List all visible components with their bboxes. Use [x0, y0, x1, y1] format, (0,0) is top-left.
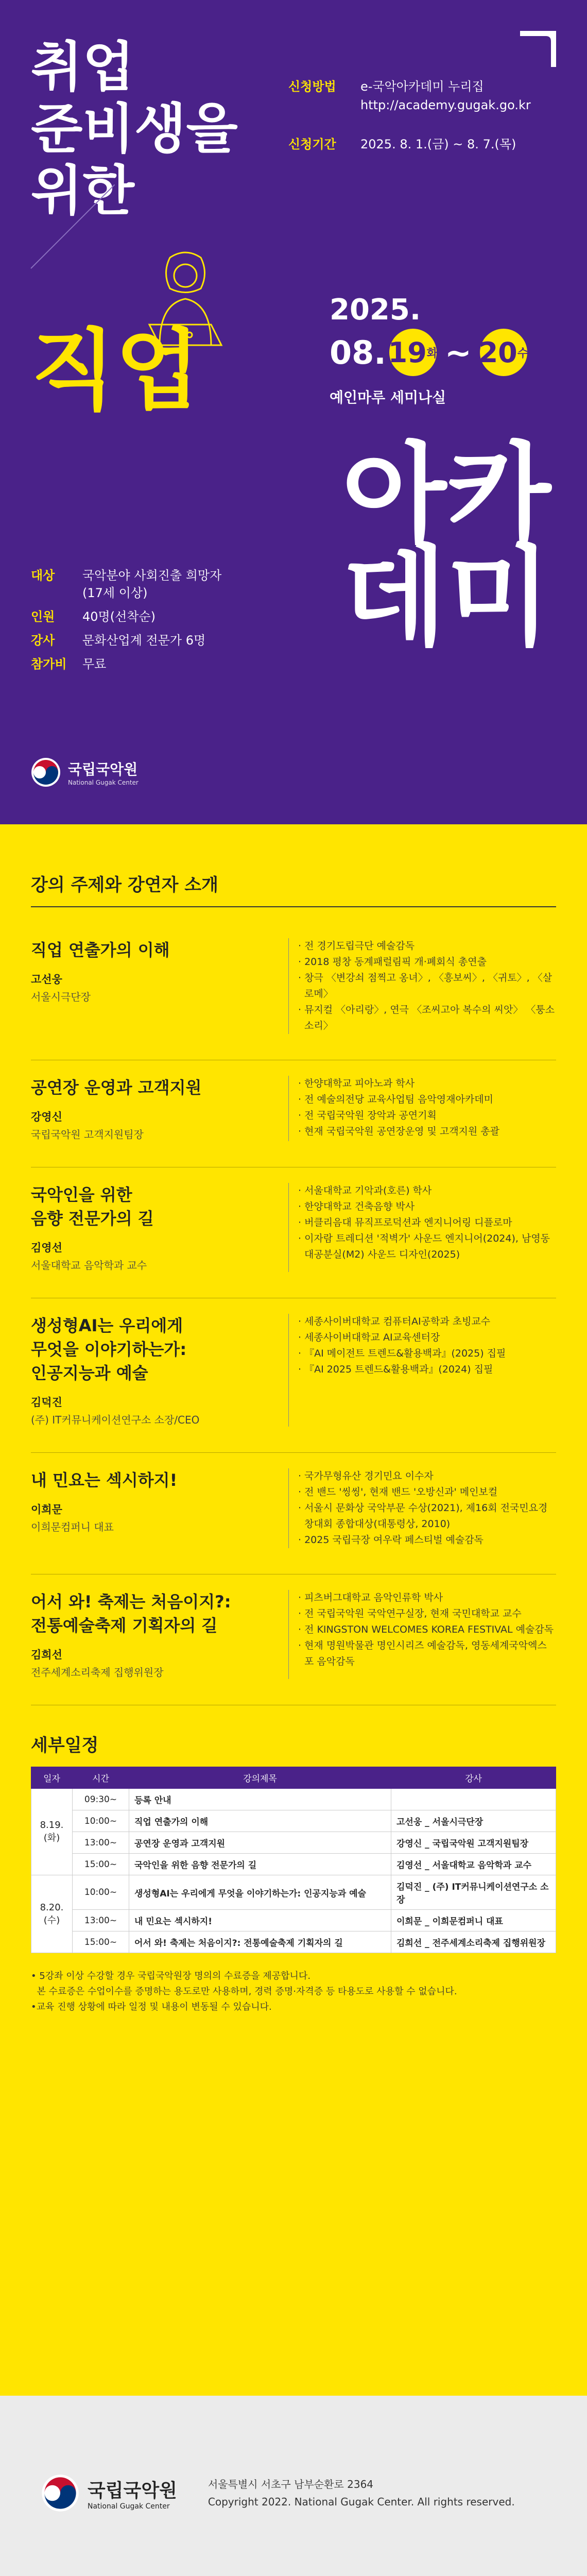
schedule-time: 15:00~ [73, 1854, 129, 1875]
schedule-header-time: 시간 [73, 1767, 129, 1789]
schedule-lecture: 등록 안내 [129, 1789, 391, 1810]
lecture-info [31, 1314, 268, 1427]
lecture-bio-item: · 이자람 트레디션 '적벽가' 사운드 엔지니어(2024), 남영동 대공분실(M2) 사운드 디자인(2025) [298, 1233, 550, 1260]
lecture-speaker-position: 전주세계소리축제 집행위원장 [31, 1666, 164, 1679]
schedule-time: 10:00~ [73, 1875, 129, 1910]
lecture-bio [288, 1183, 556, 1272]
application-period-label: 신청기간 [288, 137, 336, 151]
lecture-title: 직업 연출가의 이해 [31, 940, 170, 960]
lecture-bio-item: · 현재 국립국악원 공연장운영 및 고객지원 총괄 [298, 1126, 500, 1137]
event-year: 2025. [330, 293, 421, 327]
schedule-time: 15:00~ [73, 1931, 129, 1953]
lecture-bio-item: · 버클리음대 뮤직프로덕션과 엔지니어링 디플로마 [298, 1217, 512, 1228]
lecture-item [31, 923, 556, 1060]
lecture-bio-item: · 창극 〈변강쇠 점찍고 옹녀〉, 〈흥보씨〉, 〈귀토〉, 〈살로메〉 [298, 972, 553, 999]
hero-highlight: 직업 [31, 320, 200, 422]
schedule-lecture: 어서 와! 축제는 처음이지?: 전통예술축제 기획자의 길 [129, 1931, 391, 1953]
day-2-dow: 수 [517, 347, 529, 360]
hero-title-line-2: 준비생을 [31, 97, 238, 160]
lecture-bio-item: · 한양대학교 건축음향 박사 [298, 1201, 415, 1212]
lecture-item [31, 1574, 556, 1705]
lecture-list [31, 923, 556, 1705]
lecture-bio [288, 1468, 556, 1548]
schedule-speaker: 김영선 _ 서울대학교 음악학과 교수 [391, 1854, 556, 1875]
note-2: 본 수료증은 수업이수를 증명하는 용도로만 사용하며, 경력 증명·자격증 등 타용도로 사용할 수 없습니다. [31, 1986, 457, 1997]
schedule-speaker [391, 1789, 556, 1810]
lecture-item [31, 1060, 556, 1167]
lecture-bio-item: · 국가무형유산 경기민요 이수자 [298, 1470, 434, 1482]
lecture-bio-item: · 전 KINGSTON WELCOMES KOREA FESTIVAL 예술감독 [298, 1624, 554, 1635]
lecture-speaker-name: 김덕진 [31, 1396, 62, 1409]
schedule-row [31, 1789, 556, 1810]
schedule-speaker: 강영신 _ 국립국악원 고객지원팀장 [391, 1832, 556, 1854]
footer-logo [41, 2474, 177, 2512]
schedule-table [31, 1767, 556, 1953]
schedule-time: 13:00~ [73, 1910, 129, 1931]
lecture-bio [288, 1590, 556, 1679]
event-date [330, 294, 530, 407]
footer-address-block [208, 2476, 515, 2511]
event-venue: 예인마루 세미나실 [330, 389, 446, 406]
day-1-badge [389, 329, 437, 376]
lecture-bio-item: · 전 예술의전당 교육사업팀 음악영재아카데미 [298, 1094, 493, 1105]
lecture-speaker-name: 고선웅 [31, 973, 62, 986]
lecture-bio [288, 1314, 556, 1427]
lecture-item [31, 1298, 556, 1453]
lecture-speaker-position: 서울시극단장 [31, 991, 91, 1003]
lecture-bio-item: · 세종사이버대학교 AI교육센터장 [298, 1332, 440, 1343]
schedule-row [31, 1910, 556, 1931]
logo [31, 757, 139, 787]
info-target [31, 567, 221, 602]
schedule-lecture: 생성형AI는 우리에게 무엇을 이야기하는가: 인공지능과 예술 [129, 1875, 391, 1910]
application-period-value: 2025. 8. 1.(금) ~ 8. 7.(목) [360, 137, 516, 151]
schedule-row [31, 1875, 556, 1910]
lecture-item [31, 1167, 556, 1298]
lecture-bio-item: · 전 밴드 '씽씽', 현재 밴드 '오방신과' 메인보컬 [298, 1486, 498, 1498]
hero-title-line-1: 취업 [31, 36, 134, 98]
schedule-lecture: 국악인을 위한 음향 전문가의 길 [129, 1854, 391, 1875]
lecture-speaker-position: 이희문컴퍼니 대표 [31, 1521, 114, 1533]
footer-address: 서울특별시 서초구 남부순환로 2364 [208, 2478, 374, 2490]
schedule-header-lecture: 강의제목 [129, 1767, 391, 1789]
lecture-bio-item: · 2018 평창 동계패럴림픽 개·폐회식 총연출 [298, 956, 487, 968]
schedule-speaker: 김희선 _ 전주세계소리축제 집행위원장 [391, 1931, 556, 1953]
schedule-speaker: 이희문 _ 이희문컴퍼니 대표 [391, 1910, 556, 1931]
footer [0, 2396, 587, 2576]
lecture-bio-item: · 서울시 문화상 국악부문 수상(2021), 제16회 전국민요경창대회 종합대상(대통령상, 2010) [298, 1502, 548, 1530]
lecture-title: 공연장 운영과 고객지원 [31, 1078, 202, 1097]
schedule-time: 09:30~ [73, 1789, 129, 1810]
lecture-bio-item: · 뮤지컬 〈아리랑〉, 연극 〈조씨고아 복수의 씨앗〉 〈퉁소 소리〉 [298, 1004, 555, 1031]
info-target-label: 대상 [31, 568, 55, 583]
lecture-item [31, 1453, 556, 1574]
info-instructors-value: 문화산업계 전문가 6명 [82, 633, 206, 648]
schedule-lecture: 내 민요는 섹시하지! [129, 1910, 391, 1931]
lecture-bio-item: · 현재 명원박물관 명인시리즈 예술감독, 영동세계국악엑스포 음악감독 [298, 1640, 547, 1667]
application-info [288, 77, 531, 174]
lecture-info [31, 1076, 268, 1141]
lectures-section [0, 824, 587, 2396]
schedule-row [31, 1832, 556, 1854]
section-rule [31, 906, 556, 907]
application-method-label: 신청방법 [288, 79, 336, 94]
info-fee-value: 무료 [82, 657, 107, 671]
schedule-header-day: 일자 [31, 1767, 73, 1789]
lecture-title: 국악인을 위한 음향 전문가의 길 [31, 1185, 154, 1228]
application-method-value[interactable]: e-국악아카데미 누리집 http://academy.gugak.go.kr [360, 79, 531, 112]
schedule-day: 8.19. (화) [31, 1789, 73, 1875]
note-1: • 5강좌 이상 수강할 경우 국립국악원장 명의의 수료증을 제공합니다. [31, 1971, 311, 1981]
lecture-bio-item: · 전 국립국악원 장악과 공연기획 [298, 1110, 437, 1121]
hero-section [0, 0, 587, 824]
hero-title-line-3: 위한 [31, 159, 134, 222]
event-month: 08. [330, 333, 386, 371]
lecture-bio-item: · 『AI 메이전트 트렌드&활용백과』(2025) 집필 [298, 1348, 506, 1359]
lecture-speaker-name: 강영신 [31, 1111, 62, 1123]
schedule-time: 13:00~ [73, 1832, 129, 1854]
info-capacity-value: 40명(선착순) [82, 609, 156, 624]
application-period [288, 135, 531, 154]
schedule-header-row [31, 1767, 556, 1789]
footer-logo-korean: 국립국악원 [88, 2480, 177, 2501]
lecture-title: 내 민요는 섹시하지! [31, 1470, 178, 1490]
event-days [330, 329, 530, 376]
lecture-bio-item: · 한양대학교 피아노과 학사 [298, 1078, 415, 1089]
schedule-speaker: 김덕진 _ (주) IT커뮤니케이션연구소 소장 [391, 1875, 556, 1910]
lecture-speaker-name: 이희문 [31, 1503, 62, 1516]
taegeuk-logo-icon [41, 2474, 79, 2512]
schedule-time: 10:00~ [73, 1810, 129, 1832]
footer-logo-english: National Gugak Center [88, 2502, 170, 2511]
schedule-notes [31, 1969, 556, 2015]
lecture-speaker-name: 김영선 [31, 1242, 62, 1254]
lecture-speaker-name: 김희선 [31, 1649, 62, 1661]
lectures-title: 강의 주제와 강연자 소개 [31, 875, 218, 895]
program-info [31, 567, 221, 679]
academy-word [342, 431, 551, 660]
lecture-info [31, 1590, 268, 1679]
lecture-speaker-position: (주) IT커뮤니케이션연구소 소장/CEO [31, 1414, 200, 1426]
lecture-bio-item: · 서울대학교 기악과(호른) 학사 [298, 1185, 432, 1196]
schedule-title: 세부일정 [31, 1735, 99, 1756]
academy-line-2: 데미 [342, 534, 551, 660]
info-capacity [31, 608, 221, 625]
application-method [288, 77, 531, 114]
day-2: 20 [478, 336, 517, 369]
footer-copyright: Copyright 2022. National Gugak Center. All rights reserved. [208, 2496, 515, 2508]
info-instructors [31, 632, 221, 649]
lecture-bio-item: · 전 경기도립극단 예술감독 [298, 940, 415, 952]
lecture-title: 생성형AI는 우리에게 무엇을 이야기하는가: 인공지능과 예술 [31, 1316, 187, 1383]
day-1: 19 [388, 336, 427, 369]
lecture-bio-item: · 2025 국립극장 여우락 페스티벌 예술감독 [298, 1534, 484, 1546]
day-1-dow: 화 [426, 347, 438, 360]
schedule-row [31, 1854, 556, 1875]
lecture-info [31, 1468, 268, 1548]
schedule-header-speaker: 강사 [391, 1767, 556, 1789]
lecture-info [31, 938, 268, 1034]
lecture-bio-item: · 『AI 2025 트렌드&활용백과』(2024) 집필 [298, 1364, 493, 1375]
lecture-bio [288, 1076, 556, 1141]
schedule-lecture: 공연장 운영과 고객지원 [129, 1832, 391, 1854]
lecture-speaker-position: 국립국악원 고객지원팀장 [31, 1128, 144, 1141]
lecture-bio-item: · 피츠버그대학교 음악인류학 박사 [298, 1592, 443, 1603]
lecture-info [31, 1183, 268, 1272]
lecture-speaker-position: 서울대학교 음악학과 교수 [31, 1259, 147, 1272]
schedule-speaker: 고선웅 _ 서울시극단장 [391, 1810, 556, 1832]
date-range-tilde: ~ [444, 333, 472, 371]
taegeuk-logo-icon [31, 757, 61, 787]
day-2-badge [480, 329, 527, 376]
schedule-row [31, 1931, 556, 1953]
note-3: •교육 진행 상황에 따라 일정 및 내용이 변동될 수 있습니다. [31, 2002, 272, 2012]
info-target-value: 국악분야 사회진출 희망자 (17세 이상) [82, 568, 222, 600]
logo-korean: 국립국악원 [68, 761, 138, 778]
schedule-body [31, 1789, 556, 1953]
logo-english: National Gugak Center [68, 779, 139, 786]
corner-arrow-icon [520, 31, 556, 67]
lecture-bio-item: · 세종사이버대학교 컴퓨터AI공학과 초빙교수 [298, 1316, 491, 1327]
schedule-row [31, 1810, 556, 1832]
lecture-bio [288, 938, 556, 1034]
academy-line-1: 아카 [342, 431, 551, 557]
schedule-lecture: 직업 연출가의 이해 [129, 1810, 391, 1832]
hero-title [31, 36, 238, 222]
lecture-bio-item: · 전 국립국악원 국악연구실장, 현재 국민대학교 교수 [298, 1608, 522, 1619]
lecture-title: 어서 와! 축제는 처음이지?: 전통예술축제 기획자의 길 [31, 1592, 231, 1635]
schedule-day: 8.20. (수) [31, 1875, 73, 1953]
info-fee [31, 655, 221, 673]
info-instructors-label: 강사 [31, 633, 55, 648]
info-capacity-label: 인원 [31, 609, 55, 624]
info-fee-label: 참가비 [31, 657, 67, 671]
